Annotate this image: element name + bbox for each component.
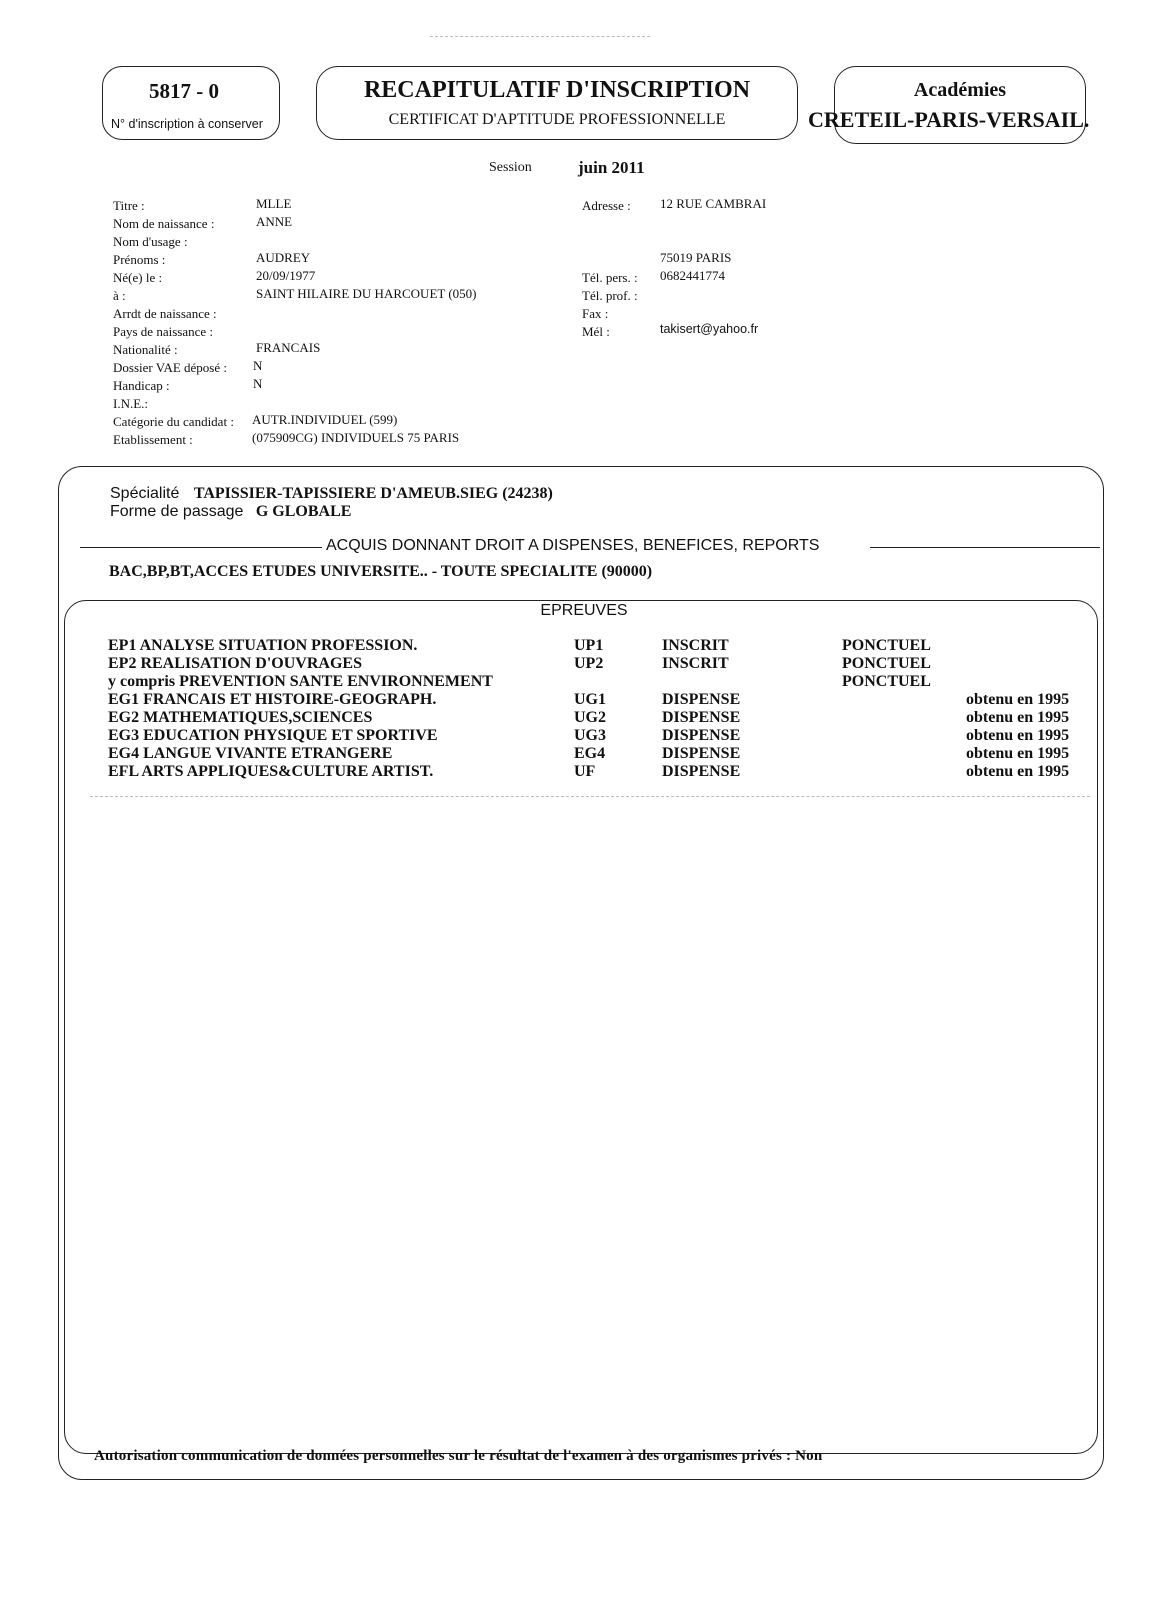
label-etablissement: Etablissement :	[113, 432, 193, 447]
epreuve-name: EFL ARTS APPLIQUES&CULTURE ARTIST.	[108, 763, 434, 780]
specialty-label: Spécialité	[110, 485, 180, 502]
authorization-note: Autorisation communication de données personnelles sur le résultat de l'examen à des organismes privés : Non	[94, 1448, 823, 1464]
value-etablissement: (075909CG) INDIVIDUELS 75 PARIS	[252, 430, 460, 445]
academies-value: CRETEIL-PARIS-VERSAIL.	[808, 107, 1090, 132]
acquis-rule-right	[870, 547, 1100, 548]
epreuve-mode: PONCTUEL	[842, 673, 931, 690]
acquis-rule-left	[80, 547, 322, 548]
label-nationalite: Nationalité :	[113, 342, 178, 357]
acquis-value: BAC,BP,BT,ACCES ETUDES UNIVERSITE.. - TOUTE SPECIALITE (90000)	[109, 563, 653, 580]
inscription-number: 5817 - 0	[149, 79, 219, 103]
academies-label: Académies	[913, 79, 1007, 101]
scan-artifact	[430, 36, 650, 37]
epreuve-code: EG4	[574, 745, 606, 762]
epreuve-code: UF	[574, 763, 596, 780]
label-adresse: Adresse :	[582, 198, 631, 213]
label-nom-usage: Nom d'usage :	[113, 234, 188, 249]
label-ne-le: Né(e) le :	[113, 270, 163, 285]
epreuve-mode: PONCTUEL	[842, 655, 931, 672]
epreuve-status: DISPENSE	[662, 727, 741, 744]
epreuve-obtained: obtenu en 1995	[966, 763, 1070, 780]
page-subtitle: CERTIFICAT D'APTITUDE PROFESSIONNELLE	[388, 111, 726, 128]
session-label: Session	[489, 160, 532, 175]
epreuve-mode: PONCTUEL	[842, 637, 931, 654]
epreuve-row	[0, 637, 1168, 655]
title-box	[316, 66, 798, 140]
session-value: juin 2011	[578, 158, 645, 177]
label-tel-prof: Tél. prof. :	[582, 288, 638, 303]
epreuves-heading: EPREUVES	[540, 602, 628, 619]
value-prenoms: AUDREY	[256, 250, 311, 265]
epreuve-row	[0, 691, 1168, 709]
value-adresse-1: 12 RUE CAMBRAI	[660, 196, 767, 211]
epreuve-obtained: obtenu en 1995	[966, 727, 1070, 744]
epreuve-code: UG1	[574, 691, 606, 708]
label-handicap: Handicap :	[113, 378, 170, 393]
forme-label: Forme de passage	[110, 503, 244, 520]
epreuve-status: DISPENSE	[662, 709, 741, 726]
epreuve-obtained: obtenu en 1995	[966, 745, 1070, 762]
label-pays: Pays de naissance :	[113, 324, 214, 339]
epreuve-status: DISPENSE	[662, 763, 741, 780]
page-title: RECAPITULATIF D'INSCRIPTION	[363, 77, 751, 103]
value-mel: takisert@yahoo.fr	[660, 322, 759, 336]
label-ine: I.N.E.:	[113, 396, 149, 411]
epreuve-status: INSCRIT	[662, 637, 729, 654]
epreuve-code: UG3	[574, 727, 606, 744]
label-nom-naissance: Nom de naissance :	[113, 216, 215, 231]
label-mel: Mél :	[582, 324, 610, 339]
value-categorie: AUTR.INDIVIDUEL (599)	[252, 412, 398, 427]
value-handicap: N	[253, 376, 263, 391]
epreuve-status: INSCRIT	[662, 655, 729, 672]
value-lieu: SAINT HILAIRE DU HARCOUET (050)	[256, 286, 477, 301]
label-fax: Fax :	[582, 306, 609, 321]
inscription-number-box	[102, 66, 280, 140]
epreuve-row	[0, 709, 1168, 727]
epreuve-obtained: obtenu en 1995	[966, 709, 1070, 726]
epreuve-name: EG4 LANGUE VIVANTE ETRANGERE	[108, 745, 393, 762]
specialty-value: TAPISSIER-TAPISSIERE D'AMEUB.SIEG (24238)	[193, 485, 553, 502]
value-vae: N	[253, 358, 263, 373]
label-prenoms: Prénoms :	[113, 252, 166, 267]
value-nationalite: FRANCAIS	[256, 340, 321, 355]
epreuve-row	[0, 727, 1168, 745]
value-titre: MLLE	[256, 196, 292, 211]
epreuve-row	[0, 673, 1168, 691]
epreuve-name: EP1 ANALYSE SITUATION PROFESSION.	[108, 637, 418, 654]
epreuve-code: UP2	[574, 655, 604, 672]
inscription-note: N° d'inscription à conserver	[111, 117, 263, 131]
epreuve-name: y compris PREVENTION SANTE ENVIRONNEMENT	[108, 673, 493, 690]
value-tel-pers: 0682441774	[660, 268, 725, 283]
label-categorie: Catégorie du candidat :	[113, 414, 234, 429]
label-arrdt: Arrdt de naissance :	[113, 306, 217, 321]
forme-value: G GLOBALE	[255, 503, 352, 520]
epreuve-row	[0, 745, 1168, 763]
label-tel-pers: Tél. pers. :	[582, 270, 638, 285]
epreuve-code: UG2	[574, 709, 606, 726]
epreuve-name: EG1 FRANCAIS ET HISTOIRE-GEOGRAPH.	[108, 691, 437, 708]
specialty-row	[110, 485, 553, 503]
value-adresse-2: 75019 PARIS	[660, 250, 732, 265]
value-ne-le: 20/09/1977	[256, 268, 316, 283]
epreuve-name: EG3 EDUCATION PHYSIQUE ET SPORTIVE	[108, 727, 438, 744]
label-vae: Dossier VAE déposé :	[113, 360, 227, 375]
epreuve-name: EG2 MATHEMATIQUES,SCIENCES	[108, 709, 373, 726]
epreuve-obtained: obtenu en 1995	[966, 691, 1070, 708]
epreuve-code: UP1	[574, 637, 604, 654]
label-lieu: à :	[113, 288, 126, 303]
epreuve-row	[0, 655, 1168, 673]
epreuve-status: DISPENSE	[662, 691, 741, 708]
forme-row	[110, 503, 351, 521]
label-titre: Titre :	[113, 198, 145, 213]
acquis-heading: ACQUIS DONNANT DROIT A DISPENSES, BENEFICES, REPORTS	[326, 537, 820, 554]
epreuve-name: EP2 REALISATION D'OUVRAGES	[108, 655, 362, 672]
value-nom-naissance: ANNE	[256, 214, 293, 229]
epreuve-row	[0, 763, 1168, 781]
epreuve-status: DISPENSE	[662, 745, 741, 762]
